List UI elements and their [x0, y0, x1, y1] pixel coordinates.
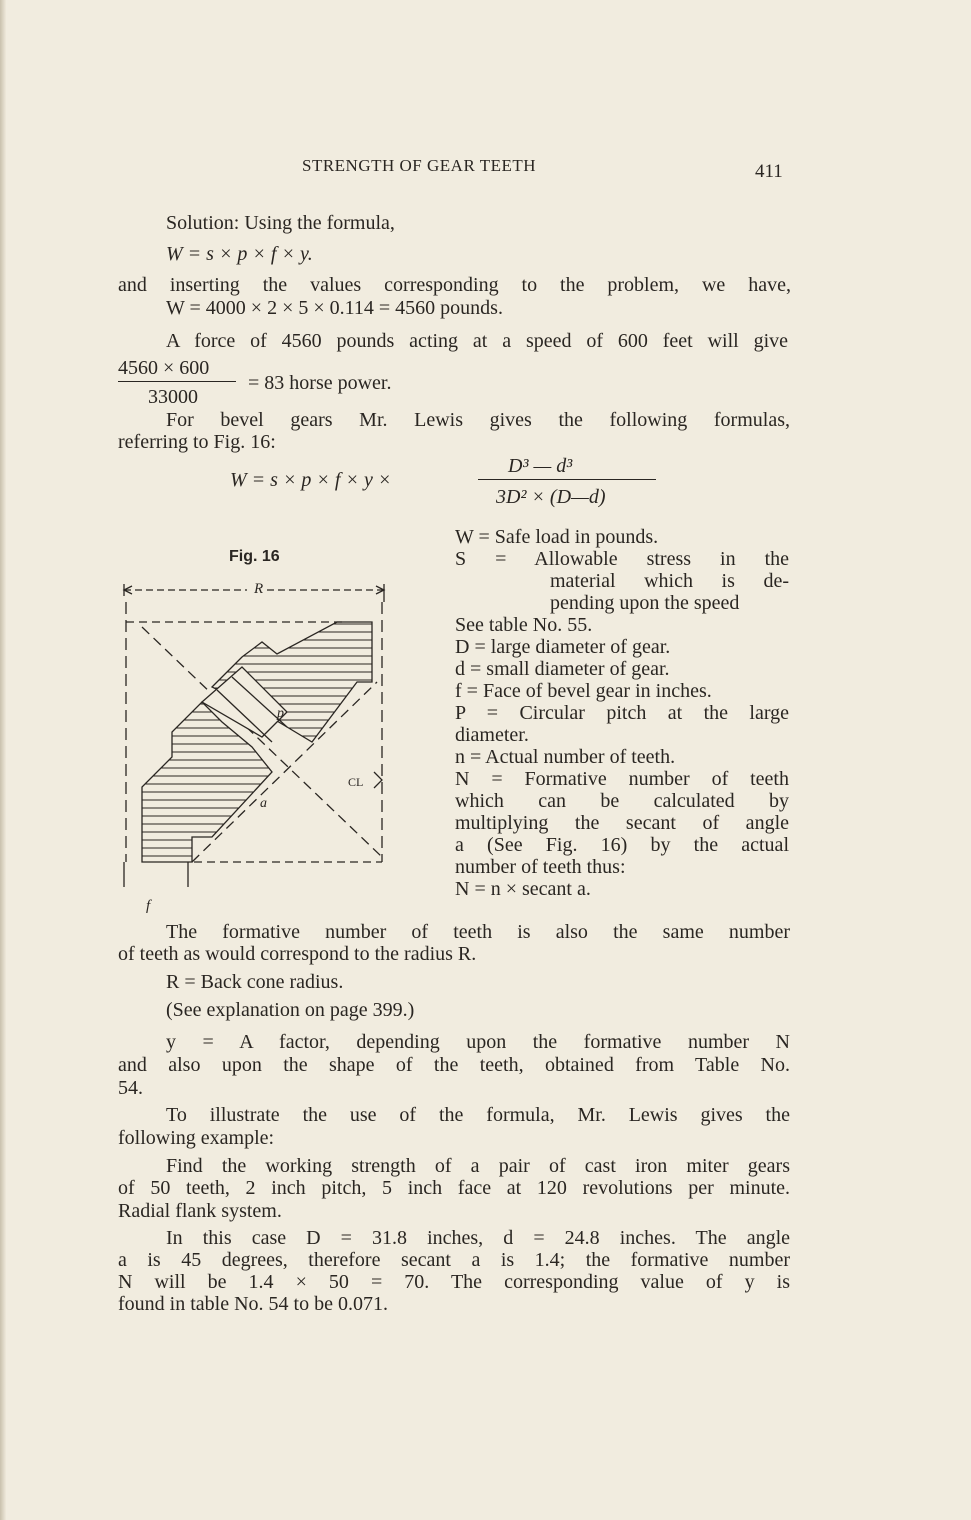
definitions-list [455, 526, 789, 900]
bevel-formula-numerator: D³ — d³ [508, 455, 573, 477]
fraction-result: = 83 horse power. [248, 372, 392, 394]
figure-label-cl: CL [348, 775, 364, 789]
formula-line: W = 4000 × 2 × 5 × 0.114 = 4560 pounds. [166, 297, 503, 319]
bevel-formula-left: W = s × p × f × y × [230, 469, 392, 491]
body-line: N will be 1.4 × 50 = 70. The corresponding value of y is [118, 1271, 790, 1293]
body-line: of teeth as would correspond to the radius R. [118, 943, 477, 965]
page-edge-shadow [0, 0, 6, 1520]
figure-label-f: f [146, 898, 151, 914]
body-line: a is 45 degrees, therefore secant a is 1.4; the formative number [118, 1249, 790, 1271]
figure-label: Fig. 16 [229, 548, 280, 565]
fraction-denominator: 33000 [148, 386, 198, 408]
definition-line: N = n × secant a. [455, 878, 591, 900]
bevel-formula-denominator: 3D² × (D—d) [496, 486, 606, 508]
body-line: y = A factor, depending upon the formative number N [166, 1031, 790, 1053]
figure-label-R: R [254, 581, 264, 597]
definition-line: pending upon the speed [550, 592, 740, 614]
body-line: In this case D = 31.8 inches, d = 24.8 inches. The angle [166, 1227, 790, 1249]
definition-line: f = Face of bevel gear in inches. [455, 680, 712, 702]
figure-label-a: a [260, 796, 267, 811]
running-header: STRENGTH OF GEAR TEETH [302, 156, 537, 175]
body-line: of 50 teeth, 2 inch pitch, 5 inch face at 120 revolutions per minute. [118, 1177, 790, 1199]
body-line: R = Back cone radius. [166, 971, 344, 993]
figure-16-bevel-gear-diagram [112, 572, 402, 917]
definition-line: W = Safe load in pounds. [455, 526, 659, 548]
definition-line: a (See Fig. 16) by the actual [455, 834, 789, 856]
definition-line: S = Allowable stress in the [455, 548, 789, 570]
definition-line: multiplying the secant of angle [455, 812, 789, 834]
text-line: Solution: Using the formula, [166, 212, 395, 234]
body-line: 54. [118, 1077, 143, 1099]
definition-line: number of teeth thus: [455, 856, 626, 878]
definition-line: diameter. [455, 724, 529, 746]
page-number: 411 [755, 161, 783, 182]
body-line: Find the working strength of a pair of cast iron miter gears [166, 1155, 790, 1177]
figure-label-p: p [277, 706, 284, 721]
definition-line: d = small diameter of gear. [455, 658, 670, 680]
body-line: The formative number of teeth is also the same number [166, 921, 790, 943]
body-line: Radial flank system. [118, 1200, 282, 1222]
formula-line: W = s × p × f × y. [166, 243, 313, 265]
fraction-numerator: 4560 × 600 [118, 357, 210, 379]
definition-line: which can be calculated by [455, 790, 789, 812]
text-line: For bevel gears Mr. Lewis gives the following formulas, [166, 409, 790, 431]
definition-line: P = Circular pitch at the large [455, 702, 789, 724]
body-line: and also upon the shape of the teeth, obtained from Table No. [118, 1054, 790, 1076]
fraction-bar [118, 381, 236, 382]
body-line: found in table No. 54 to be 0.071. [118, 1293, 388, 1315]
body-line: To illustrate the use of the formula, Mr. Lewis gives the [166, 1104, 790, 1126]
definition-line: See table No. 55. [455, 614, 593, 636]
bevel-formula-bar [478, 479, 656, 480]
definition-line: n = Actual number of teeth. [455, 746, 676, 768]
text-line: referring to Fig. 16: [118, 431, 276, 453]
body-line: (See explanation on page 399.) [166, 999, 415, 1021]
text-line: and inserting the values corresponding to the problem, we have, [118, 274, 791, 296]
body-line: following example: [118, 1127, 275, 1149]
definition-line: D = large diameter of gear. [455, 636, 671, 658]
text-line: A force of 4560 pounds acting at a speed of 600 feet will give [166, 330, 788, 352]
definition-line: N = Formative number of teeth [455, 768, 789, 790]
definition-line: material which is de- [550, 570, 789, 592]
